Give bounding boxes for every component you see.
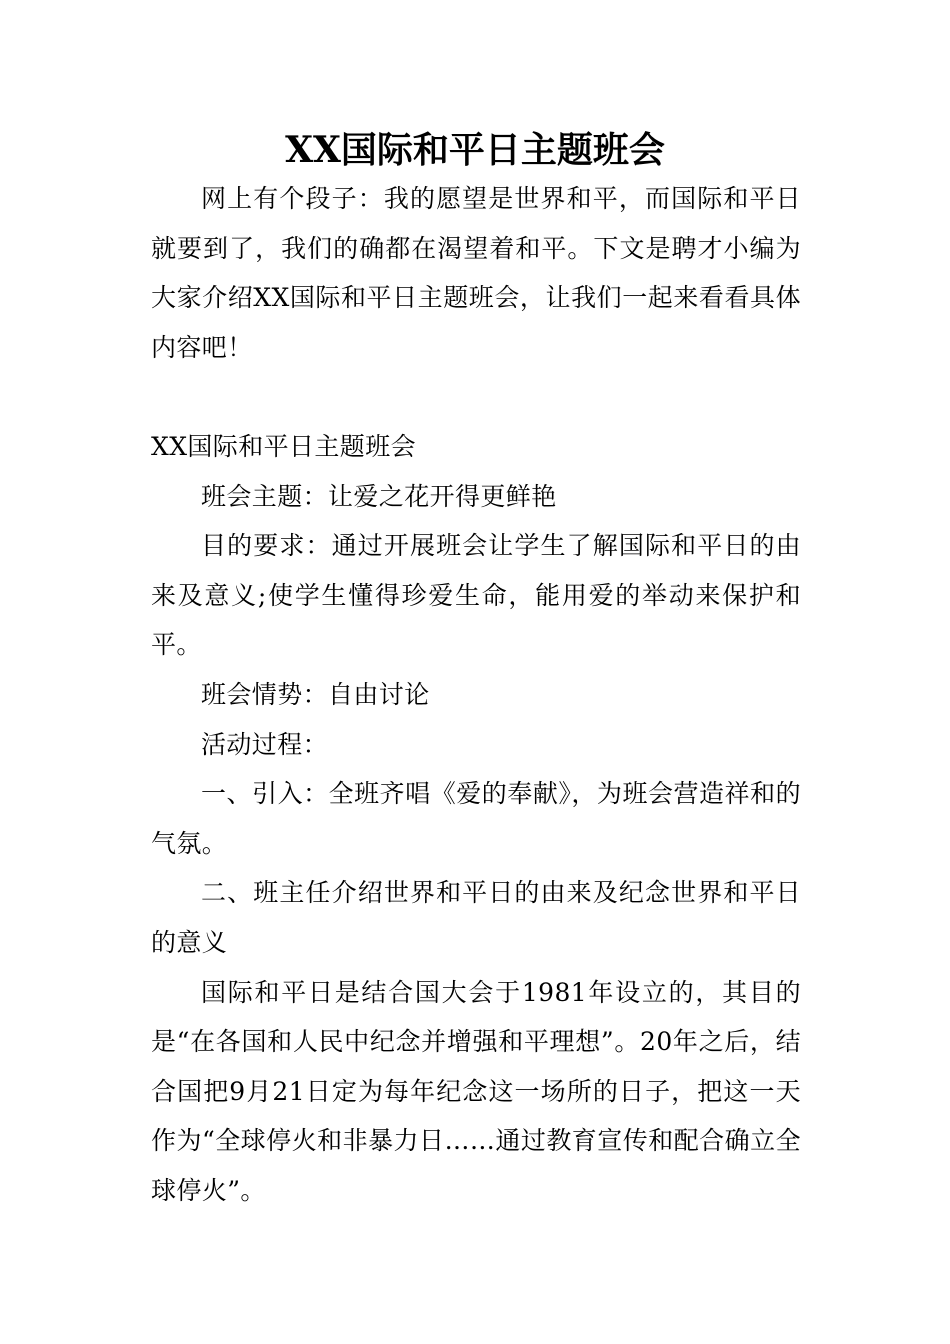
document-title: XX国际和平日主题班会 [285, 129, 665, 171]
paragraph-step-two: 二、班主任介绍世界和平日的由来及纪念世界和平日的意义 [151, 878, 801, 957]
paragraph-history: 国际和平日是结合国大会于1981年设立的，其目的是“在各国和人民中纪念并增强和平理想”。20年之后，结合国把9月21日定为每年纪念这一场所的日子，把这一天作为“全球停火和非暴力日……通过教育宣传和配合确立全球停火”。 [151, 977, 801, 1205]
paragraph-spacer [151, 372, 801, 422]
paragraph-format: 班会情势：自由讨论 [201, 679, 430, 709]
paragraph-theme: 班会主题：让爱之花开得更鲜艳 [201, 481, 557, 511]
document-body [151, 174, 801, 1215]
intro-paragraph: 网上有个段子：我的愿望是世界和平，而国际和平日就要到了，我们的确都在渴望着和平。下文是聘才小编为大家介绍XX国际和平日主题班会，让我们一起来看看具体内容吧！ [151, 184, 801, 362]
section-heading: XX国际和平日主题班会 [151, 431, 416, 461]
paragraph-process: 活动过程： [201, 729, 329, 759]
paragraph-goals: 目的要求：通过开展班会让学生了解国际和平日的由来及意义;使学生懂得珍爱生命，能用爱的举动来保护和平。 [151, 531, 801, 660]
paragraph-step-one: 一、引入：全班齐唱《爱的奉献》，为班会营造祥和的气氛。 [151, 779, 801, 858]
